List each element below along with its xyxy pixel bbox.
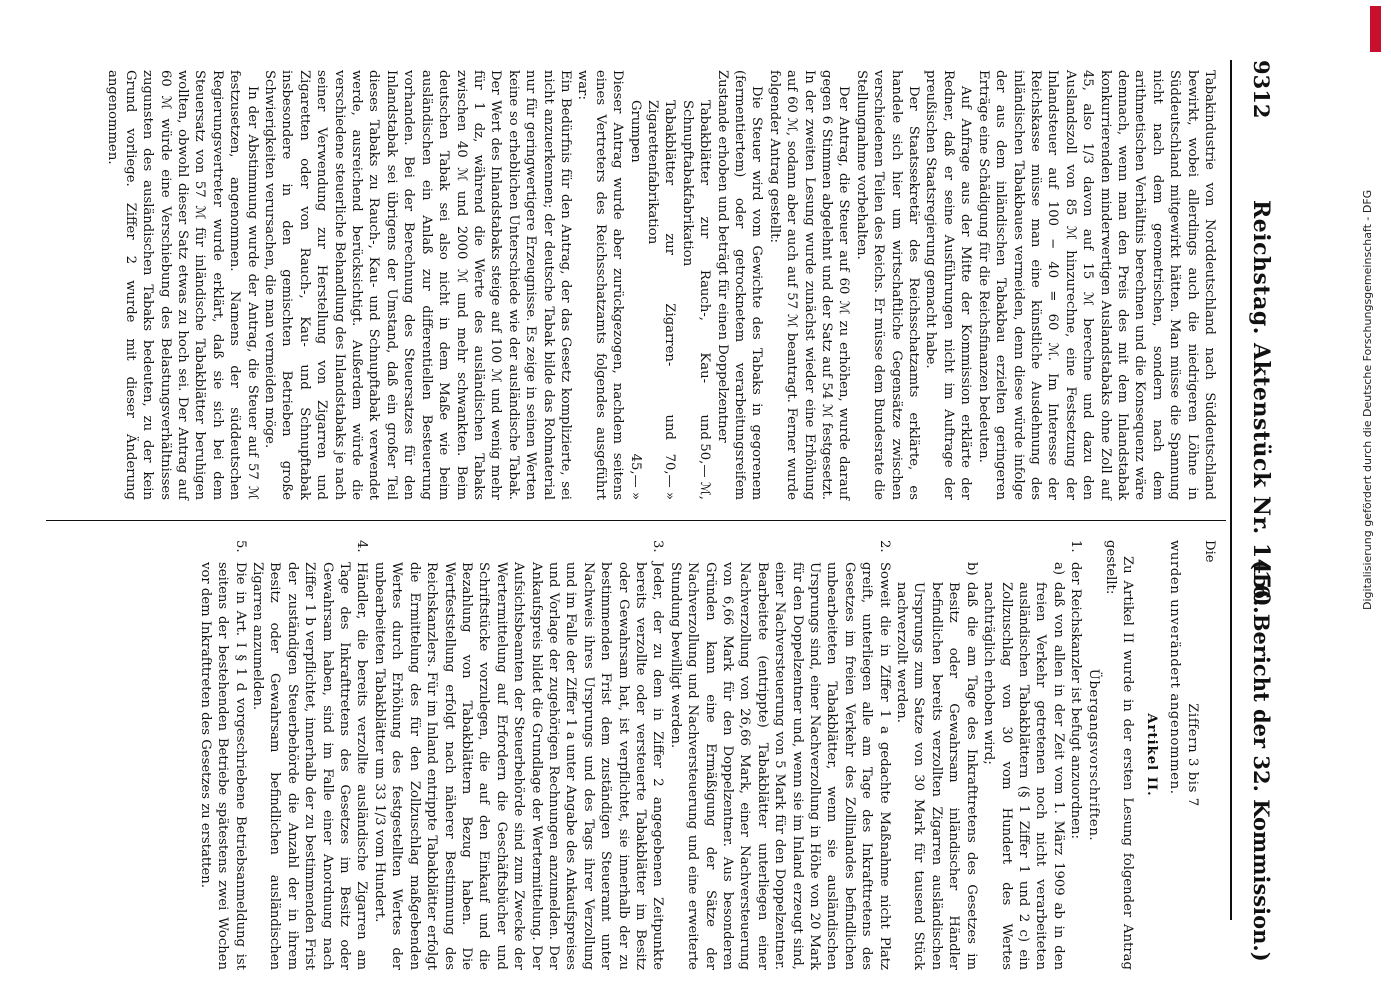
ziffern-heading: Ziffern 3 bis 7 [1184,703,1200,807]
list-item [666,540,892,970]
tariff-value: 45,— » [627,453,643,500]
paragraph: Der Staatssekretär des Reichsschatzamts erklärte, es handele sich hier um wirtschaftliche Gegensätze zwischen verschiedenen Teilen des Reichs. Er müsse dem Bundesrate die Stellungnahme vorbehalten. [853,70,922,500]
paragraph: Tabakindustrie von Norddeutschland nach Süddeutschland bewirkt, wobei allerdings auch die niedrigeren Löhne in Süddeutschland mitgewirkt hätten. Man müsse die Spannung nicht nach dem geometrischen, sondern nach dem arithmetischen Verhältnis berechnen und die Konsequenz wäre demnach, wenn man den Preis des mit dem Inlandstabak konkurrierenden minderwertigen Auslandstabaks ohne Zoll auf 45, also 1/3 davon auf 15 ℳ berechne und dazu den Auslandszoll von 85 ℳ hinzurechne, eine Festsetzung der Inlandsteuer auf 100 − 40 = 60 ℳ. Im Interesse der Reichskasse müsse man eine künstliche Ausdehnung des inländischen Tabakbaues vermeiden, denn diese würde infolge der aus dem inländischen Tabakbau erzielten geringeren Erträge eine Schädigung für die Reichsfinanzen bedeuten. [975,70,1217,500]
list-item: 1. der Reichskanzler ist befugt anzuordnen: [1067,540,1084,970]
tariff-label: Tabakblätter zur Zigarren- und Zigarettenfabrikation [645,100,678,440]
list-item [893,540,980,970]
left-column [104,70,1218,500]
list-item-text: der Reichskanzler ist befugt anzuordnen: [1068,562,1084,839]
tariff-value: 50,— ℳ, [697,443,713,500]
intro-die: Die [1202,540,1217,563]
paragraph: Ein Bedürfnis für den Antrag, der das Gesetz komplizierte, sei nicht anzuerkennen; der deutsche Tabak bilde das Rohmaterial nur für geringwertigere Erzeugnisse. Es zeige in seinen Werten keine so erheblichen Unterschiede wie der ausländische Tabak. Der Wert des Inlandstabaks steige auf 100 ℳ und wenig mehr für 1 dz, während die Werte des ausländischen Tabaks zwischen 40 ℳ und 2000 ℳ und mehr schwankten. Beim deutschen Tabak sei also nicht in dem Maße wie beim ausländischen ein Anlaß zur differentiellen Besteuerung vorhanden. Bei der Berechnung des Steuersatzes für den Inlandstabak sei übrigens der Umstand, daß ein großer Teil dieses Tabaks zu Rauch-, Kau- und Schnupftabak verwendet werde, ausreichend berücksichtigt. Außerdem würde die verschiedene steuerliche Behandlung des Inlandstabaks je nach seiner Verwendung zur Herstellung von Zigarren und Zigaretten oder von Rauch-, Kau- und Schnupftabak insbesondere in den gemischten Betrieben große Schwierigkeiten verursachen, die man vermeiden möge. [262,70,573,500]
list-item-text: Soweit die in Ziffer 1 a gedachte Maßnahme nicht Platz greift, unterliegen alle am Tage des Inkrafttretens des Gesetzes im freien Verkehr des Zollinlandes befindlichen unbearbeiteten Tabakblätter, wenn sie ausländischen Ursprungs sind, einer Nachverzollung in Höhe von 20 Mark für den Doppelzentner und, wenn sie im Inland erzeugt sind, einer Nachversteuerung von 5 Mark für den Doppelzentner. Bearbeitete (entrippte) Tabakblätter unterliegen einer Nachverzollung von 26,66 Mark, einer Nachversteuerung von 6,66 Mark für den Doppelzentner. Aus besonderen Gründen kann eine Ermäßigung der Sätze der Nachverzollung und Nachversteuerung und eine erweiterte Stundung bewilligt werden. [667,562,892,970]
tariff-row [644,70,679,500]
tariff-row [626,70,643,500]
motion-text: Zu Artikel II wurde in der ersten Lesung folgender Antrag gestellt: [1102,540,1136,970]
tariff-table [626,70,713,500]
paragraph: Die Steuer wird vom Gewichte des Tabaks in gegorenem (fermentiertem) oder getrocknetem verarbeitungsreifem Zustande erhoben und beträgt für einen Doppelzentner [714,70,765,500]
dfg-logo [1370,6,1390,52]
list-item-text: Händler, die bereits verzollte ausländische Zigarren am Tage des Inkrafttretens des Gesetzes im Besitz oder Gewahrsam haben, sind im Falle einer Anordnung nach Ziffer 1 b verpflichtet, innerhalb der zu bestimmenden Frist der zuständigen Steuerbehörde die Anzahl der in ihrem Besitz oder Gewahrsam befindlichen ausländischen Zigarren anzumelden. [250,562,370,970]
article-heading: Artikel II. [1143,713,1159,797]
list-item-text: Die in Art. I § 1 d vorgeschriebene Betriebsanmeldung ist seitens der bestehenden Betriebe spätestens zwei Wochen vor dem Inkrafttreten des Gesetzes zu erstatten. [197,562,248,970]
list-item-number: a) [1050,562,1066,576]
page-title: Reichstag. Aktenstück Nr. 1450. [1248,200,1274,615]
accepted-text: wurden unverändert angenommen. [1167,540,1183,795]
list-item-number: 3. [650,540,666,553]
tariff-label: Grumpen [627,100,643,163]
list-item-number: b) [963,562,979,576]
paragraph: In der Abstimmung wurde der Antrag, die Steuer auf 57 ℳ festzusetzen, angenommen. Namens der süddeutschen Regierungsvertreter wurde erklärt, daß sie sich bei dem Steuersatz von 57 ℳ für inländische Tabakblätter beruhigen wollten, obwohl dieser Satz etwas zu hoch sei. Der Antrag auf 60 ℳ würde eine Verschiebung des Belastungsverhältnisses zugunsten des ausländischen Tabaks bedeuten, zu der kein Grund vorliege. Ziffer 2 wurde mit dieser Änderung angenommen. [105,70,260,500]
column-divider [46,520,1226,521]
list-item [980,540,1067,970]
right-column [196,540,1218,970]
list-item [371,540,667,970]
paragraph: Dieser Antrag wurde aber zurückgezogen, nachdem seitens eines Vertreters des Reichsschatzamts folgendes ausgeführt war: [575,70,626,500]
list-item [196,540,248,970]
tariff-label: Tabakblätter zur Rauch-, Kau- und Schnupftabakfabrikation [679,100,713,440]
transition-heading: Übergangsvorschriften. [1085,668,1101,842]
tariff-row [678,70,713,500]
paragraph: Der Antrag, die Steuer auf 60 ℳ zu erhöhen, wurde darauf gegen 6 Stimmen abgelehnt und der Satz auf 54 ℳ festgesetzt. In der zweiten Lesung wurde zunächst wieder eine Erhöhung auf 60 ℳ, sodann aber auch auf 57 ℳ beantragt. Ferner wurde folgender Antrag gestellt: [766,70,852,500]
page-number: 9312 [1249,60,1274,119]
tariff-value: 70,— » [662,453,678,500]
dfg-logo-text: DFG [1381,19,1390,39]
page-subtitle: (16. Bericht der 32. Kommission.) [1249,560,1274,962]
list-item [249,540,371,970]
digitization-note-text: Digitalisierung gefördert durch die Deutsche Forschungsgemeinschaft - DFG [1361,189,1374,610]
list-item-text: daß die am Tage des Inkrafttretens des Gesetzes im Besitz oder Gewahrsam inländischer Händler befindlichen bereits verzollten Zigarren ausländischen Ursprungs zum Satze von 30 Mark für tausend Stück nachverzollt werden. [894,582,979,970]
list-item-number: 2. [876,540,892,553]
list-item-number: 5. [232,540,248,553]
list-item-number: 4. [354,540,370,553]
header-rule [1230,60,1232,920]
list-item-text: Jeder, der zu dem in Ziffer 2 angegebenen Zeitpunkte bereits verzollte oder versteuerte Tabakblätter im Besitz oder Gewahrsam hat, ist verpflichtet, sie innerhalb der zu bestimmenden Frist dem zuständigen Steueramt unter Nachweis ihres Ursprungs und des Tags ihrer Verzollung und im Falle der Ziffer 1 a unter Angabe des Ankaufspreises und Vorlage der zugehörigen Rechnungen anzumelden. Der Ankaufspreis bildet die Grundlage der Wertermittelung. Der Aufsichtsbeamten der Steuerbehörde sind zum Zwecke der Wertermittelung auf Erfordern die Geschäftsbücher und Schriftstücke vorzulegen, die auf den Einkauf und die Bezahlung von Tabakblättern Bezug haben. Die Wertfeststellung erfolgt nach näherer Bestimmung des Reichskanzlers. Für im Inland entrippte Tabakblätter erfolgt die Ermittelung des für den Zollzuschlag maßgebenden Wertes durch Erhöhung des festgestellten Wertes der unbearbeiteten Tabakblätter um 33 1/3 vom Hundert. [371,562,666,970]
paragraph: Auf Anfrage aus der Mitte der Kommission erklärte der Redner, daß er seine Ausführungen nicht im Auftrage der preußischen Staatsregierung gemacht habe. [923,70,974,500]
list-item-text: daß von allen in der Zeit vom 1. März 1909 ab in den freien Verkehr getretenen noch nicht verarbeiteten ausländischen Tabakblättern (§ 1 Ziffer 1 und 2 c) ein Zollzuschlag von 30 vom Hundert des Wertes nachträglich erhoben wird; [981,582,1066,970]
digitization-note [1345,10,1375,990]
